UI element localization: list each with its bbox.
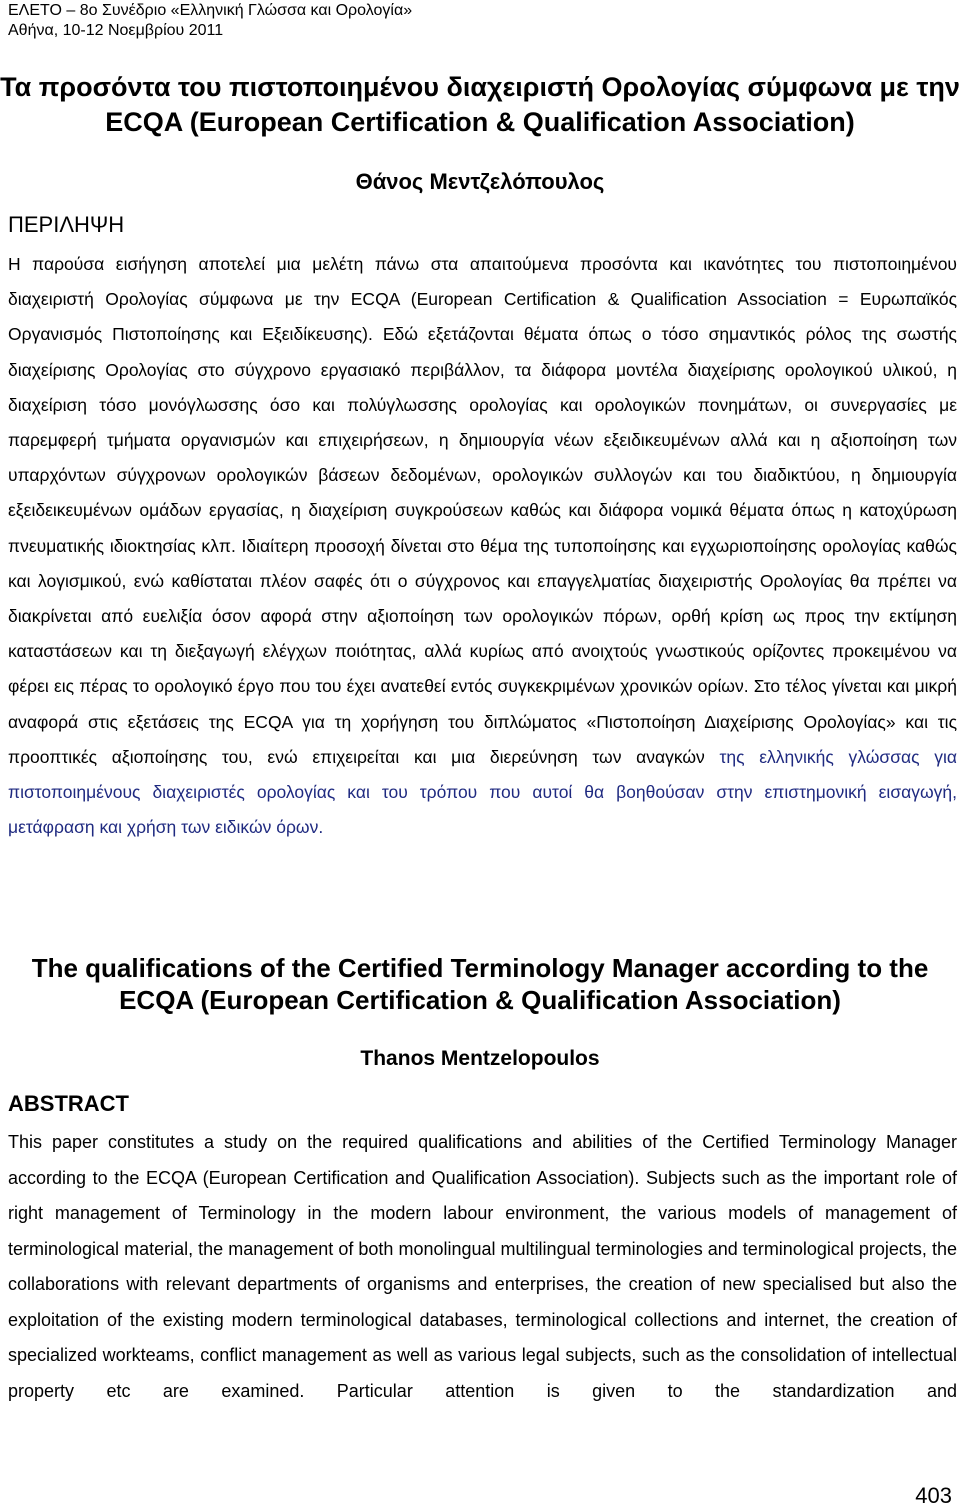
- header-conference: ΕΛΕΤΟ – 8ο Συνέδριο «Ελληνική Γλώσσα και Ορολογία»: [8, 2, 413, 19]
- english-abstract: This paper constitutes a study on the required qualifications and abilities of the Certified Terminology Manager according to the ECQA (European Certification and Qualification Association). Subjects such as the important role of right management of Terminology in the modern labour environment, the various models of management of terminological material, the management of both monolingual multilingual terminologies and terminological projects, the collaborations with relevant departments of organisms and enterprises, the creation of new specialised but also the exploitation of the existing modern terminological databases, terminological collections and internet, the creation of specialized workteams, conflict management as well as various legal subjects, such as the consolidation of intellectual property etc are examined. Particular attention is given to the standardization and: [8, 1132, 957, 1401]
- english-title: The qualifications of the Certified Terminology Manager according to the ECQA (European Certification & Qualification Association): [31, 953, 929, 1015]
- greek-title: Τα προσόντα του πιστοποιημένου διαχειριστή Ορολογίας σύμφωνα με την ECQA (European Certification & Qualification Association): [0, 72, 960, 137]
- running-header: [8, 1, 412, 41]
- header-date: Αθήνα, 10-12 Νοεμβρίου 2011: [8, 22, 224, 39]
- greek-abstract: [8, 247, 957, 845]
- greek-abstract-highlight: της ελληνικής γλώσσας για πιστοποιημένους διαχειριστές ορολογίας και του τρόπου που αυτοί θα βοηθούσαν στην επιστημονική εισαγωγή, μετάφραση και χρήση των ειδικών όρων.: [8, 746, 957, 838]
- greek-author: Θάνος Μεντζελόπουλος: [355, 169, 605, 194]
- greek-abstract-heading: ΠΕΡΙΛΗΨΗ: [8, 212, 125, 237]
- english-abstract-heading: ABSTRACT: [8, 1091, 129, 1116]
- english-author: Thanos Mentzelopoulos: [360, 1047, 600, 1070]
- page-number: 403: [915, 1483, 952, 1508]
- greek-abstract-text: Η παρούσα εισήγηση αποτελεί μια μελέτη πάνω στα απαιτούμενα προσόντα και ικανότητες του πιστοποιημένου διαχειριστή Ορολογίας σύμφωνα με την ECQA (European Certification & Qualification Association = Ευρωπαϊκός Οργανισμός Πιστοποίησης και Εξειδίκευσης). Εδώ εξετάζονται θέματα όπως ο τόσο σημαντικός ρόλος της σωστής διαχείρισης Ορολογίας στο σύγχρονο εργασιακό περιβάλλον, τα διάφορα μοντέλα διαχείρισης ορολογικού υλικού, η διαχείριση τόσο μονόγλωσσης όσο και πολύγλωσσης ορολογίας και ορολογικών πονημάτων, οι συνεργασίες με παρεμφερή τμήματα οργανισμών και επιχειρήσεων, η δημιουργία νέων εξειδικευμένων αλλά και η αξιοποίηση των υπαρχόντων σύγχρονων ορολογικών βάσεων δεδομένων, ορολογικών συλλογών και του διαδικτύου, η δημιουργία εξειδεικευμένων ομάδων εργασίας, η διαχείριση συγκρούσεων καθώς και διάφορα νομικά θέματα όπως η κατοχύρωση πνευματικής ιδιοκτησίας κλπ. Ιδιαίτερη προσοχή δίνεται στο θέμα της τυποποίησης και εγχωριοποίησης ορολογίας καθώς και λογισμικού, ενώ καθίσταται πλέον σαφές ότι ο σύγχρονος και επαγγελματίας διαχειριστής Ορολογίας θα πρέπει να διακρίνεται από ευελιξία όσον αφορά στην αξιοποίηση των ορολογικών πόρων, ορθή κρίση ως προς την εκτίμηση καταστάσεων και τη διεξαγωγή ελέγχων ποιότητας, αλλά κυρίως από ανοιχτούς γνωστικούς ορίζοντες προκειμένου να φέρει εις πέρας το ορολογικό έργο που του έχει ανατεθεί εντός συγκεκριμένων χρονικών ορίων. Στο τέλος γίνεται και μικρή αναφορά στις εξετάσεις της ECQA για τη χορήγηση του διπλώματος «Πιστοποίηση Διαχείρισης Ορολογίας» και τις προοπτικές αξιοποίησης του, ενώ επιχειρείται και μια διερεύνηση των αναγκών: [8, 254, 957, 767]
